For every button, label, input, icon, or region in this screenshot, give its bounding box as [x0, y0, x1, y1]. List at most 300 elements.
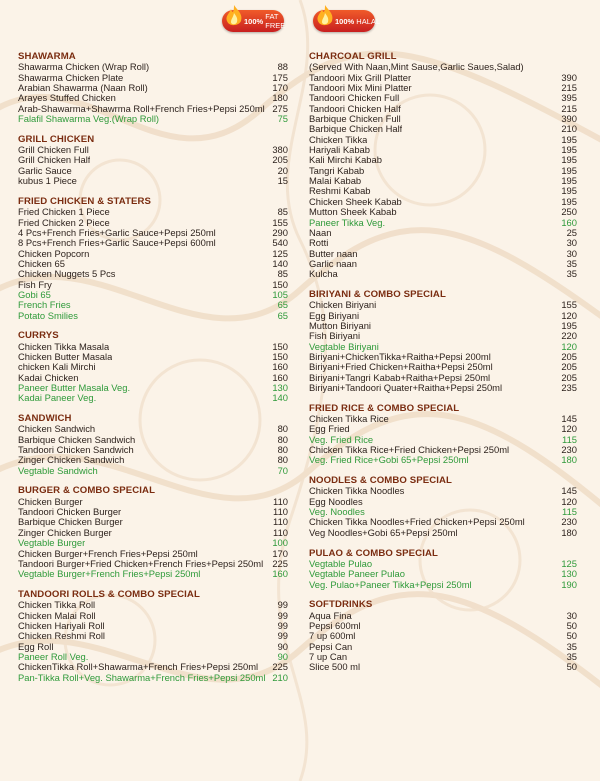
menu-item-name: kubus 1 Piece: [18, 176, 77, 187]
section-title: CHARCOAL GRILL: [309, 51, 397, 62]
menu-item: [18, 155, 288, 165]
menu-item: [18, 218, 288, 228]
menu-item-name: ChickenTikka Roll+Shawarma+French Fries+Pepsi 250ml: [18, 662, 259, 673]
menu-item-name: Shawarma Chicken (Wrap Roll): [18, 62, 150, 73]
menu-item: [18, 238, 288, 248]
section-title: BURGER & COMBO SPECIAL: [18, 485, 156, 497]
menu-section-burger-combo-special: [18, 486, 288, 579]
menu-item: [309, 124, 577, 134]
menu-item-price: 205: [561, 350, 577, 362]
menu-item-name: Vegtable Paneer Pulao: [309, 569, 405, 580]
menu-item-price: 99: [277, 630, 288, 642]
menu-item-name: Tangri Kabab: [309, 165, 365, 176]
menu-item-price: 390: [561, 71, 577, 83]
menu-item-price: 235: [561, 382, 577, 393]
menu-item-name: Chicken Popcorn: [18, 248, 90, 259]
menu-item: [309, 135, 577, 145]
section-title: NOODLES & COMBO SPECIAL: [309, 475, 453, 487]
menu-item-price: 195: [561, 319, 577, 331]
menu-item-name: Tandoori Chicken Sandwich: [18, 445, 134, 456]
menu-item-name: Egg Noodles: [309, 496, 363, 507]
menu-item-price: 195: [561, 195, 577, 207]
menu-item-price: 155: [561, 299, 577, 311]
menu-item-price: 125: [561, 557, 577, 569]
menu-item-name: Biriyani+Fried Chicken+Raitha+Pepsi 250ml: [309, 362, 493, 373]
menu-item-name: Malai Kabab: [309, 176, 362, 187]
menu-item-price: 140: [272, 392, 288, 404]
menu-item-name: Tandoori Chicken Full: [309, 93, 400, 104]
menu-item-name: Pepsi 600ml: [309, 620, 361, 631]
menu-item: [18, 290, 288, 300]
menu-item-name: Chicken Burger+French Fries+Pepsi 250ml: [18, 548, 198, 559]
menu-item-price: 65: [277, 299, 288, 311]
menu-item: [18, 631, 288, 641]
halal-label: HALAL: [356, 16, 381, 26]
menu-item-name: Kulcha: [309, 269, 338, 280]
menu-item-name: Grill Chicken Full: [18, 145, 89, 156]
menu-item-name: Chicken Tikka Noodles: [309, 486, 405, 497]
menu-item-name: Chicken Malai Roll: [18, 610, 96, 621]
flame-icon: [314, 4, 336, 28]
menu-item-name: Chicken Hariyali Roll: [18, 620, 105, 631]
menu-item-name: Arayes Stuffed Chicken: [18, 93, 116, 104]
menu-item-name: Reshmi Kabab: [309, 186, 371, 197]
menu-item-price: 75: [277, 113, 288, 125]
menu-item-name: Vegtable Biriyani: [309, 341, 379, 352]
menu-item-price: 30: [566, 609, 577, 621]
menu-item-price: 380: [272, 144, 288, 156]
menu-item-name: Tandoori Chicken Half: [309, 103, 401, 114]
menu-item-name: Zinger Chicken Sandwich: [18, 455, 125, 466]
menu-section-charcoal-grill: [309, 52, 577, 280]
fat-free-label: FAT FREE: [265, 12, 286, 30]
section-title: GRILL CHICKEN: [18, 133, 95, 145]
menu-item-name: Chicken Tikka: [309, 134, 368, 145]
menu-item-price: 220: [561, 330, 577, 342]
menu-item: [18, 342, 288, 352]
menu-item-price: 180: [561, 454, 577, 466]
menu-item-name: Chicken Tikka Rice+Fried Chicken+Pepsi 250ml: [309, 445, 510, 456]
menu-item-name: chicken Kali Mirchi: [18, 362, 96, 373]
menu-item-price: 130: [272, 382, 288, 393]
menu-item-name: Veg. Noodles: [309, 507, 365, 518]
menu-item-name: Barbique Chicken Burger: [18, 517, 123, 528]
menu-item-name: Chicken Sheek Kabab: [309, 196, 402, 207]
menu-item-name: Chicken Reshmi Roll: [18, 631, 106, 642]
menu-item-price: 120: [561, 423, 577, 435]
menu-item-price: 115: [562, 506, 577, 518]
menu-item: [18, 600, 288, 610]
menu-item: [309, 435, 577, 445]
menu-item-name: Arabian Shawarma (Naan Roll): [18, 83, 148, 94]
menu-item-price: 70: [277, 464, 288, 476]
menu-item: [309, 631, 577, 641]
menu-item-name: Hariyali Kabab: [309, 145, 370, 156]
menu-item-name: Chicken Tikka Rice: [309, 414, 389, 425]
menu-section-fried-rice-combo-special: [309, 404, 577, 466]
menu-item: [18, 352, 288, 362]
menu-item: [309, 321, 577, 331]
menu-item-name: Chicken Tikka Noodles+Fried Chicken+Pepsi 250ml: [309, 517, 525, 528]
menu-item: [309, 611, 577, 621]
menu-item: [309, 73, 577, 83]
menu-item-name: Egg Fried: [309, 424, 350, 435]
menu-item-price: 35: [566, 257, 577, 269]
menu-item-name: Biriyani+Tangri Kabab+Raitha+Pepsi 250ml: [309, 372, 491, 383]
menu-item: [18, 93, 288, 103]
menu-item: [309, 642, 577, 652]
menu-item-name: Vegtable Sandwich: [18, 465, 98, 476]
menu-item-name: Biriyani+ChickenTikka+Raitha+Pepsi 200ml: [309, 351, 491, 362]
menu-item: [18, 455, 288, 465]
menu-item: [309, 445, 577, 455]
menu-item-name: Biriyani+Tandoori Quater+Raitha+Pepsi 250ml: [309, 383, 503, 393]
menu-item-price: 160: [561, 216, 577, 228]
menu-item: [18, 517, 288, 527]
menu-item-price: 80: [277, 433, 288, 445]
menu-item: [309, 114, 577, 124]
menu-item-name: Zinger Chicken Burger: [18, 527, 112, 538]
menu-item-price: 145: [561, 485, 577, 497]
menu-section-biriyani-combo-special: [309, 290, 577, 393]
menu-item-name: Chicken Butter Masala: [18, 351, 113, 362]
menu-item-price: 125: [272, 247, 288, 259]
menu-item: [309, 424, 577, 434]
menu-item-name: Paneer Roll Veg.: [18, 651, 89, 662]
menu-item-name: Vegtable Burger+French Fries+Pepsi 250ml: [18, 569, 201, 580]
halal-badge: [313, 10, 381, 32]
menu-item: [18, 621, 288, 631]
section-title: SOFTDRINKS: [309, 599, 373, 611]
menu-item-price: 15: [277, 175, 288, 187]
menu-item: [309, 93, 577, 103]
menu-item-name: Pan-Tikka Roll+Veg. Shawarma+French Fries+Pepsi 250ml: [18, 672, 266, 683]
menu-item-name: Aqua Fina: [309, 610, 352, 621]
menu-item: [18, 362, 288, 372]
menu-item-name: French Fries: [18, 300, 71, 311]
menu-item: [18, 280, 288, 290]
menu-item-price: 160: [272, 371, 288, 383]
menu-item-price: 190: [561, 578, 577, 590]
menu-item-name: Garlic naan: [309, 258, 357, 269]
menu-item: [18, 300, 288, 310]
menu-item-name: Mutton Sheek Kabab: [309, 207, 397, 218]
menu-section-grill-chicken: [18, 135, 288, 187]
menu-item: [18, 249, 288, 259]
menu-item-name: Rotti: [309, 238, 329, 249]
menu-item-name: Barbique Chicken Half: [309, 124, 403, 135]
menu-item-price: 90: [277, 650, 288, 662]
menu-item-price: 290: [272, 226, 288, 238]
menu-item-price: 395: [561, 92, 577, 104]
menu-item-price: 30: [566, 237, 577, 249]
menu-item: [309, 249, 577, 259]
menu-item: [309, 218, 577, 228]
menu-item-name: 8 Pcs+French Fries+Garlic Sauce+Pepsi 600ml: [18, 238, 216, 249]
section-title: TANDOORI ROLLS & COMBO SPECIAL: [18, 588, 200, 600]
menu-item: [18, 393, 288, 403]
menu-item-name: Vegtable Pulao: [309, 558, 373, 569]
menu-item-price: 250: [561, 206, 577, 218]
menu-section-tandoori-rolls-combo-special: [18, 590, 288, 683]
menu-item-name: Chicken Tikka Roll: [18, 600, 96, 611]
menu-item-name: Barbique Chicken Sandwich: [18, 434, 136, 445]
menu-section-pulao-combo-special: [309, 549, 577, 590]
menu-item: [18, 466, 288, 476]
menu-item: [309, 259, 577, 269]
menu-item-name: Tandoori Mix Grill Platter: [309, 72, 412, 83]
menu-item-price: 180: [272, 92, 288, 104]
menu-item: [309, 83, 577, 93]
menu-item-name: Fish Fry: [18, 279, 52, 290]
menu-item-price: 25: [566, 226, 577, 238]
menu-item: [309, 352, 577, 362]
section-title: SANDWICH: [18, 413, 72, 425]
menu-item: [309, 176, 577, 186]
menu-item-name: Tandoori Chicken Burger: [18, 507, 122, 518]
menu-item: [309, 528, 577, 538]
menu-item-price: 30: [566, 247, 577, 259]
menu-item-price: 120: [561, 309, 577, 321]
menu-item: [309, 517, 577, 527]
menu-item: [18, 497, 288, 507]
menu-item-price: 160: [272, 361, 288, 373]
menu-item-price: 150: [272, 350, 288, 362]
menu-item: [309, 238, 577, 248]
menu-item-price: 115: [562, 433, 577, 445]
section-title: FRIED CHICKEN & STATERS: [18, 195, 152, 207]
menu-item: [309, 559, 577, 569]
menu-item-price: 150: [272, 340, 288, 352]
menu-item-price: 35: [566, 268, 577, 280]
menu-section-sandwich: [18, 414, 288, 476]
menu-item: [18, 549, 288, 559]
menu-item-price: 20: [277, 164, 288, 176]
menu-item-price: 99: [277, 609, 288, 621]
menu-item-name: Egg Biriyani: [309, 310, 360, 321]
menu-item-name: Vegtable Burger: [18, 538, 86, 549]
menu-item-price: 65: [277, 309, 288, 321]
menu-item: [309, 300, 577, 310]
menu-item-price: 215: [561, 102, 577, 114]
menu-item: [309, 166, 577, 176]
menu-item: [309, 662, 577, 672]
menu-item: [18, 435, 288, 445]
menu-item-price: 35: [566, 640, 577, 652]
fat-free-percent: 100%: [244, 16, 264, 26]
menu-item-price: 105: [272, 288, 288, 300]
menu-item-price: 35: [566, 650, 577, 662]
menu-item-price: 210: [272, 671, 288, 683]
menu-item-name: Veg. Fried Rice: [309, 434, 374, 445]
badges: [0, 4, 600, 34]
menu-item-price: 90: [277, 640, 288, 652]
menu-item-name: Paneer Butter Masala Veg.: [18, 383, 131, 393]
menu-item: [309, 207, 577, 217]
menu-item-name: Kadai Chicken: [18, 372, 79, 383]
menu-item: [18, 662, 288, 672]
section-subtitle: (Served With Naan,Mint Sause,Garlic Saues,Salad): [309, 61, 524, 73]
menu-item: [309, 145, 577, 155]
menu-item-price: 205: [561, 371, 577, 383]
menu-item-price: 85: [277, 268, 288, 280]
menu-item-price: 180: [561, 526, 577, 538]
menu-item: [18, 176, 288, 186]
menu-column-left: [18, 52, 288, 693]
menu-item: [309, 497, 577, 507]
menu-item: [18, 83, 288, 93]
menu-item: [309, 373, 577, 383]
menu-item: [18, 424, 288, 434]
menu-item-name: Paneer Tikka Veg.: [309, 217, 386, 228]
menu-item-name: Chicken 65: [18, 258, 65, 269]
section-title: SHAWARMA: [18, 51, 76, 62]
menu-item-price: 99: [277, 619, 288, 631]
menu-item-price: 88: [277, 61, 288, 73]
menu-item: [309, 104, 577, 114]
menu-item-price: 195: [561, 154, 577, 166]
menu-item: [309, 342, 577, 352]
menu-item: [18, 538, 288, 548]
menu-item-price: 80: [277, 423, 288, 435]
menu-item: [309, 311, 577, 321]
menu-item-price: 230: [561, 444, 577, 456]
menu-item-price: 205: [561, 361, 577, 373]
menu-item: [18, 642, 288, 652]
menu-item: [309, 269, 577, 279]
halal-percent: 100%: [335, 16, 355, 26]
menu-item: [18, 145, 288, 155]
menu-item: [18, 166, 288, 176]
menu-item: [18, 507, 288, 517]
menu-item-name: Chicken Burger: [18, 496, 83, 507]
menu-item-name: 7 up Can: [309, 651, 348, 662]
menu-column-right: [309, 52, 577, 683]
menu-item-price: 140: [272, 257, 288, 269]
menu-item-price: 150: [272, 278, 288, 290]
menu-item-name: Fish Biriyani: [309, 331, 361, 342]
menu-item-price: 205: [272, 154, 288, 166]
menu-item-price: 175: [272, 71, 288, 83]
menu-item: [18, 611, 288, 621]
menu-item-price: 120: [561, 495, 577, 507]
menu-item: [309, 186, 577, 196]
menu-item: [18, 62, 288, 72]
menu-section-fried-chicken-staters: [18, 197, 288, 321]
menu-item-price: 50: [566, 630, 577, 642]
menu-item: [18, 445, 288, 455]
menu-item: [309, 155, 577, 165]
menu-item: [18, 559, 288, 569]
menu-item-name: Tandoori Mix Mini Platter: [309, 83, 412, 94]
menu-item-name: 4 Pcs+French Fries+Garlic Sauce+Pepsi 250ml: [18, 227, 216, 238]
menu-section-currys: [18, 331, 288, 403]
menu-item: [309, 228, 577, 238]
menu-item-name: Potato Smilies: [18, 310, 78, 321]
menu-item-name: Fried Chicken 1 Piece: [18, 207, 110, 218]
menu-item-price: 110: [273, 526, 288, 538]
menu-item-price: 120: [561, 340, 577, 352]
menu-item-name: Grill Chicken Half: [18, 155, 91, 166]
menu-item: [18, 104, 288, 114]
menu-item-price: 390: [561, 113, 577, 125]
menu-item-price: 85: [277, 206, 288, 218]
menu-item-price: 130: [561, 568, 577, 580]
menu-item: [18, 73, 288, 83]
menu-item: [309, 414, 577, 424]
menu-item-price: 80: [277, 454, 288, 466]
menu-item-name: Veg Noodles+Gobi 65+Pepsi 250ml: [309, 527, 458, 538]
menu-item-price: 170: [272, 82, 288, 94]
menu-item-name: Chicken Tikka Masala: [18, 341, 110, 352]
menu-item: [18, 114, 288, 124]
flame-icon: [223, 4, 245, 28]
menu-item-name: Butter naan: [309, 248, 358, 259]
menu-item-name: Slice 500 ml: [309, 662, 361, 673]
menu-item-price: 155: [272, 216, 288, 228]
menu-item-name: Chicken Biriyani: [309, 300, 377, 311]
menu-item-name: 7 up 600ml: [309, 631, 356, 642]
menu-item-price: 160: [272, 568, 288, 580]
menu-item-price: 100: [272, 537, 288, 549]
menu-item: [18, 528, 288, 538]
menu-item-name: Barbique Chicken Full: [309, 114, 401, 125]
menu-item: [309, 362, 577, 372]
menu-item-name: Mutton Biriyani: [309, 320, 372, 331]
menu-item-name: Chicken Sandwich: [18, 424, 96, 435]
menu-item-price: 99: [277, 599, 288, 611]
menu-item-name: Arab-Shawarma+Shawrma Roll+French Fries+Pepsi 250ml: [18, 103, 265, 114]
menu-item-price: 195: [561, 164, 577, 176]
menu-item-price: 145: [561, 413, 577, 425]
menu-item-price: 195: [561, 133, 577, 145]
menu-item-name: Garlic Sauce: [18, 165, 72, 176]
menu-item-price: 50: [566, 619, 577, 631]
menu-item-name: Fried Chicken 2 Piece: [18, 217, 110, 228]
menu-item: [18, 652, 288, 662]
menu-item-name: Shawarma Chicken Plate: [18, 72, 124, 83]
menu-item-name: Veg. Fried Rice+Gobi 65+Pepsi 250ml: [309, 455, 469, 466]
menu-item-name: Naan: [309, 227, 332, 238]
menu-item-name: Egg Roll: [18, 641, 54, 652]
menu-item: [309, 383, 577, 393]
menu-item: [18, 228, 288, 238]
menu-item-name: Veg. Pulao+Paneer Tikka+Pepsi 250ml: [309, 579, 472, 590]
menu-section-noodles-combo-special: [309, 476, 577, 538]
menu-item: [309, 569, 577, 579]
menu-item: [18, 569, 288, 579]
menu-item-name: Pepsi Can: [309, 641, 353, 652]
menu-item: [18, 673, 288, 683]
fat-free-badge: [222, 10, 284, 32]
section-title: CURRYS: [18, 330, 59, 342]
menu-item-price: 110: [273, 506, 288, 518]
menu-item: [309, 197, 577, 207]
menu-item-name: Falafil Shawarma Veg.(Wrap Roll): [18, 114, 160, 125]
menu-item-price: 110: [273, 495, 288, 507]
menu-item-name: Chicken Nuggets 5 Pcs: [18, 269, 116, 280]
menu-item-price: 195: [561, 144, 577, 156]
menu-item-name: Kali Mirchi Kabab: [309, 155, 382, 166]
section-title: BIRIYANI & COMBO SPECIAL: [309, 288, 446, 300]
menu-item: [18, 207, 288, 217]
menu-item: [18, 383, 288, 393]
menu-item-price: 225: [272, 661, 288, 673]
menu-item-price: 210: [561, 123, 577, 135]
menu-item-price: 170: [272, 547, 288, 559]
menu-item-name: Tandoori Burger+Fried Chicken+French Fries+Pepsi 250ml: [18, 558, 264, 569]
menu-item-price: 275: [272, 102, 288, 114]
